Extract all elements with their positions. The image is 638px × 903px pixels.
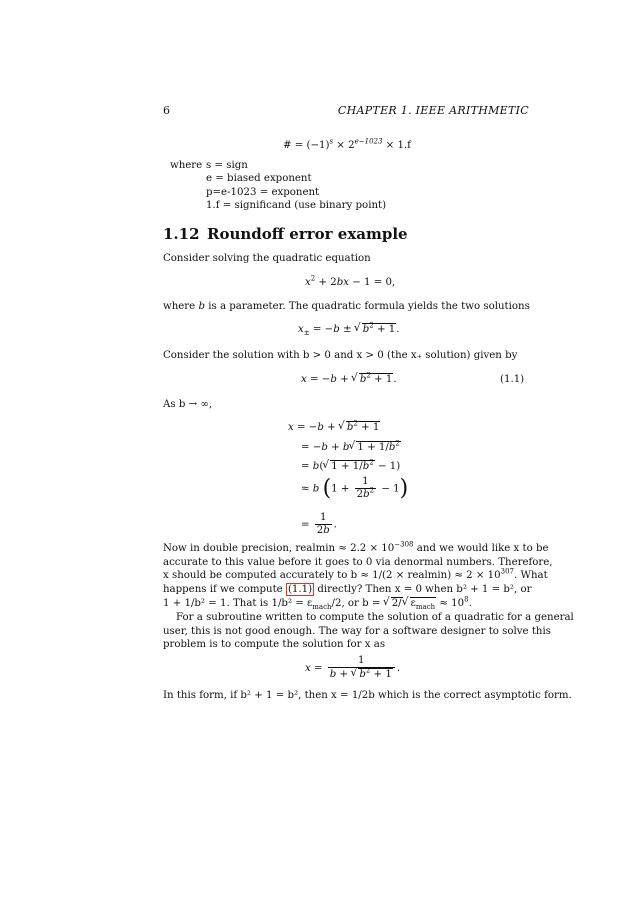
where-item: 1.f = significand (use binary point) [206, 200, 387, 211]
where-item: e = biased exponent [206, 173, 312, 184]
paragraph-line: Now in double precision, realmin ≈ $2.2 \times 10^{-308}$ and we would like x to be [163, 540, 549, 554]
derivation-line: = b(√ $1 + 1/b^2 - 1$) [301, 460, 400, 473]
paragraph: where b is a parameter. The quadratic formula yields the two solutions [163, 301, 530, 312]
derivation-line: ≈ b (1 + $\frac{1}{2b^2}$ − 1) [301, 476, 409, 501]
derivation-line: = −b + b√ $1 + 1/b^2$ [301, 441, 401, 454]
paragraph: In this form, if b² + 1 = b², then x = 1/2b which is the correct asymptotic form. [163, 690, 572, 701]
equation-reference-link[interactable]: (1.1) [287, 584, 313, 595]
equation-1-1: x = −b + √ $b^2 + 1$. [301, 373, 397, 386]
paragraph-line: 1 + 1/b² = 1. That is $1/b^2 = \varepsilon_{mach}/2$, or b = √ 2/√ $\varepsilon_{mach} \approx 10^8$. [163, 597, 472, 610]
paragraph: Consider solving the quadratic equation [163, 253, 371, 264]
paragraph-line: For a subroutine written to compute the solution of a quadratic for a general [176, 612, 574, 623]
paragraph-line: user, this is not good enough. The way for a software designer to solve this [163, 626, 551, 637]
where-item: s = sign [206, 160, 248, 171]
running-header: CHAPTER 1. IEEE ARITHMETIC [337, 104, 529, 117]
section-heading [163, 225, 408, 243]
paragraph-line: happens if we compute (1.1) directly? Then x = 0 when b² + 1 = b², or [163, 584, 532, 595]
derivation-line: = $\frac{1}{2b}$ . [301, 512, 338, 536]
paragraph: Consider the solution with b > 0 and x > 0 (the x₊ solution) given by [163, 350, 518, 361]
equation-solutions: $x_\pm = -b$ ± √ $b^2 + 1$. [298, 323, 399, 336]
float-format-formula: # = $(-1)^s \times 2^{e-1023} \times 1.f$ [283, 137, 411, 151]
paragraph: As b → ∞, [163, 399, 213, 410]
section-number: 1.12 [163, 225, 200, 243]
equation-number: (1.1) [500, 374, 525, 385]
equation-stable-form: x = $\frac{1}{b + √ b^2 + 1}$ . [305, 655, 400, 681]
paragraph-line: problem is to compute the solution for x as [163, 639, 386, 650]
derivation-line: x = −b + √ $b^2 + 1$ [288, 421, 380, 434]
page-number: 6 [163, 104, 170, 117]
equation-quadratic: $x^2 + 2bx - 1 = 0$, [305, 274, 396, 288]
paragraph-line: accurate to this value before it goes to 0 via denormal numbers. Therefore, [163, 557, 553, 568]
where-item: p=e-1023 = exponent [206, 187, 320, 198]
section-title: Roundoff error example [207, 225, 408, 243]
where-label: where [170, 160, 203, 171]
paragraph-line: x should be computed accurately to b ≈ 1/(2 × realmin) ≈ $2 \times 10^{307}$. What [163, 567, 548, 581]
